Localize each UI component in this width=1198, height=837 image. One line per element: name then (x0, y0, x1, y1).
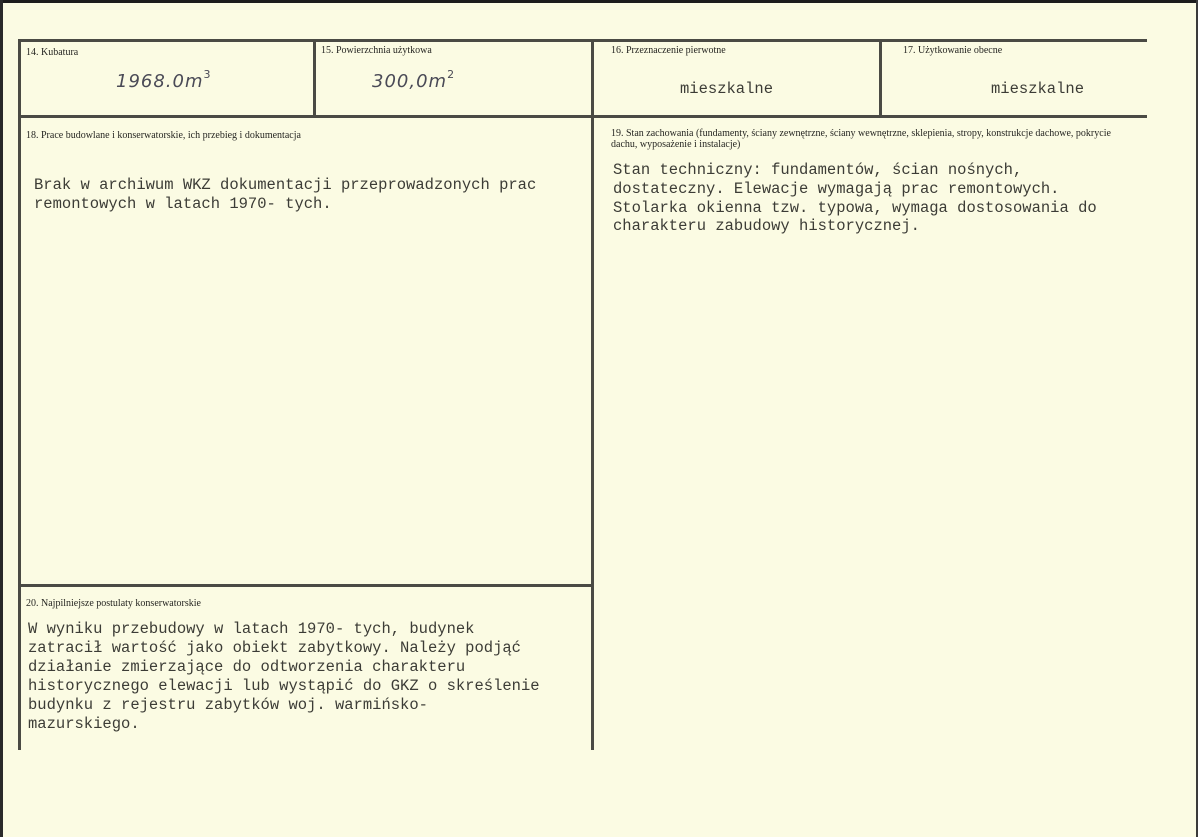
field-14-value-text: 1968.0m (116, 71, 204, 92)
field-20-line-6: mazurskiego. (28, 715, 140, 733)
left-border (18, 39, 21, 750)
field-18-line-2: remontowych w latach 1970- tych. (34, 195, 332, 213)
field-20-line-5: budynku z rejestru zabytków woj. warmińsko- (28, 696, 428, 714)
field-15-label: 15. Powierzchnia użytkowa (321, 45, 432, 56)
field-19-line-3: Stolarka okienna tzw. typowa, wymaga dostosowania do (613, 199, 1097, 217)
field-16-value: mieszkalne (680, 80, 774, 98)
top-rule (18, 39, 1147, 42)
divider-16-17 (879, 39, 882, 118)
field-20-line-3: działanie zmierzające do odtworzenia charakteru (28, 658, 466, 676)
field-14-handwritten-value (116, 68, 212, 92)
field-17-value: mieszkalne (991, 80, 1085, 98)
field-19-line-1: Stan techniczny: fundamentów, ścian nośnych, (613, 161, 1023, 179)
main-column-divider (591, 39, 594, 750)
field-19-label: 19. Stan zachowania (fundamenty, ściany zewnętrzne, ściany wewnętrzne, sklepienia, stropy, konstrukcje dachowe, pokrycie dachu, wyposażenie i instalacje) (611, 128, 1111, 150)
field-17-label: 17. Użytkowanie obecne (903, 45, 1003, 56)
field-15-value-text: 300,0m (372, 71, 448, 92)
field-18-label: 18. Prace budowlane i konserwatorskie, ich przebieg i dokumentacja (26, 130, 301, 141)
page-top-edge (0, 0, 1198, 3)
field20-top-rule (18, 584, 594, 587)
field-20-line-4: historycznego elewacji lub wystąpić do GKZ o skreślenie (28, 677, 540, 695)
field-15-unit-sup: 2 (447, 68, 456, 81)
field-18-line-1: Brak w archiwum WKZ dokumentacji przeprowadzonych prac (34, 176, 537, 194)
field-15-handwritten-value (372, 68, 455, 92)
divider-14-15 (313, 39, 316, 118)
field-20-line-2: zatracił wartość jako obiekt zabytkowy. Należy podjąć (28, 639, 521, 657)
field-14-label: 14. Kubatura (26, 47, 79, 58)
page-left-edge (0, 0, 3, 837)
field-20-line-1: W wyniku przebudowy w latach 1970- tych, budynek (28, 620, 475, 638)
field-19-line-2: dostateczny. Elewacje wymagają prac remontowych. (613, 180, 1060, 198)
field-20-label: 20. Najpilniejsze postulaty konserwatorskie (26, 598, 201, 609)
field-14-unit-sup: 3 (203, 68, 212, 81)
field-19-line-4: charakteru zabudowy historycznej. (613, 217, 920, 235)
row1-bottom-rule (18, 115, 1147, 118)
field-16-label: 16. Przeznaczenie pierwotne (611, 45, 726, 56)
